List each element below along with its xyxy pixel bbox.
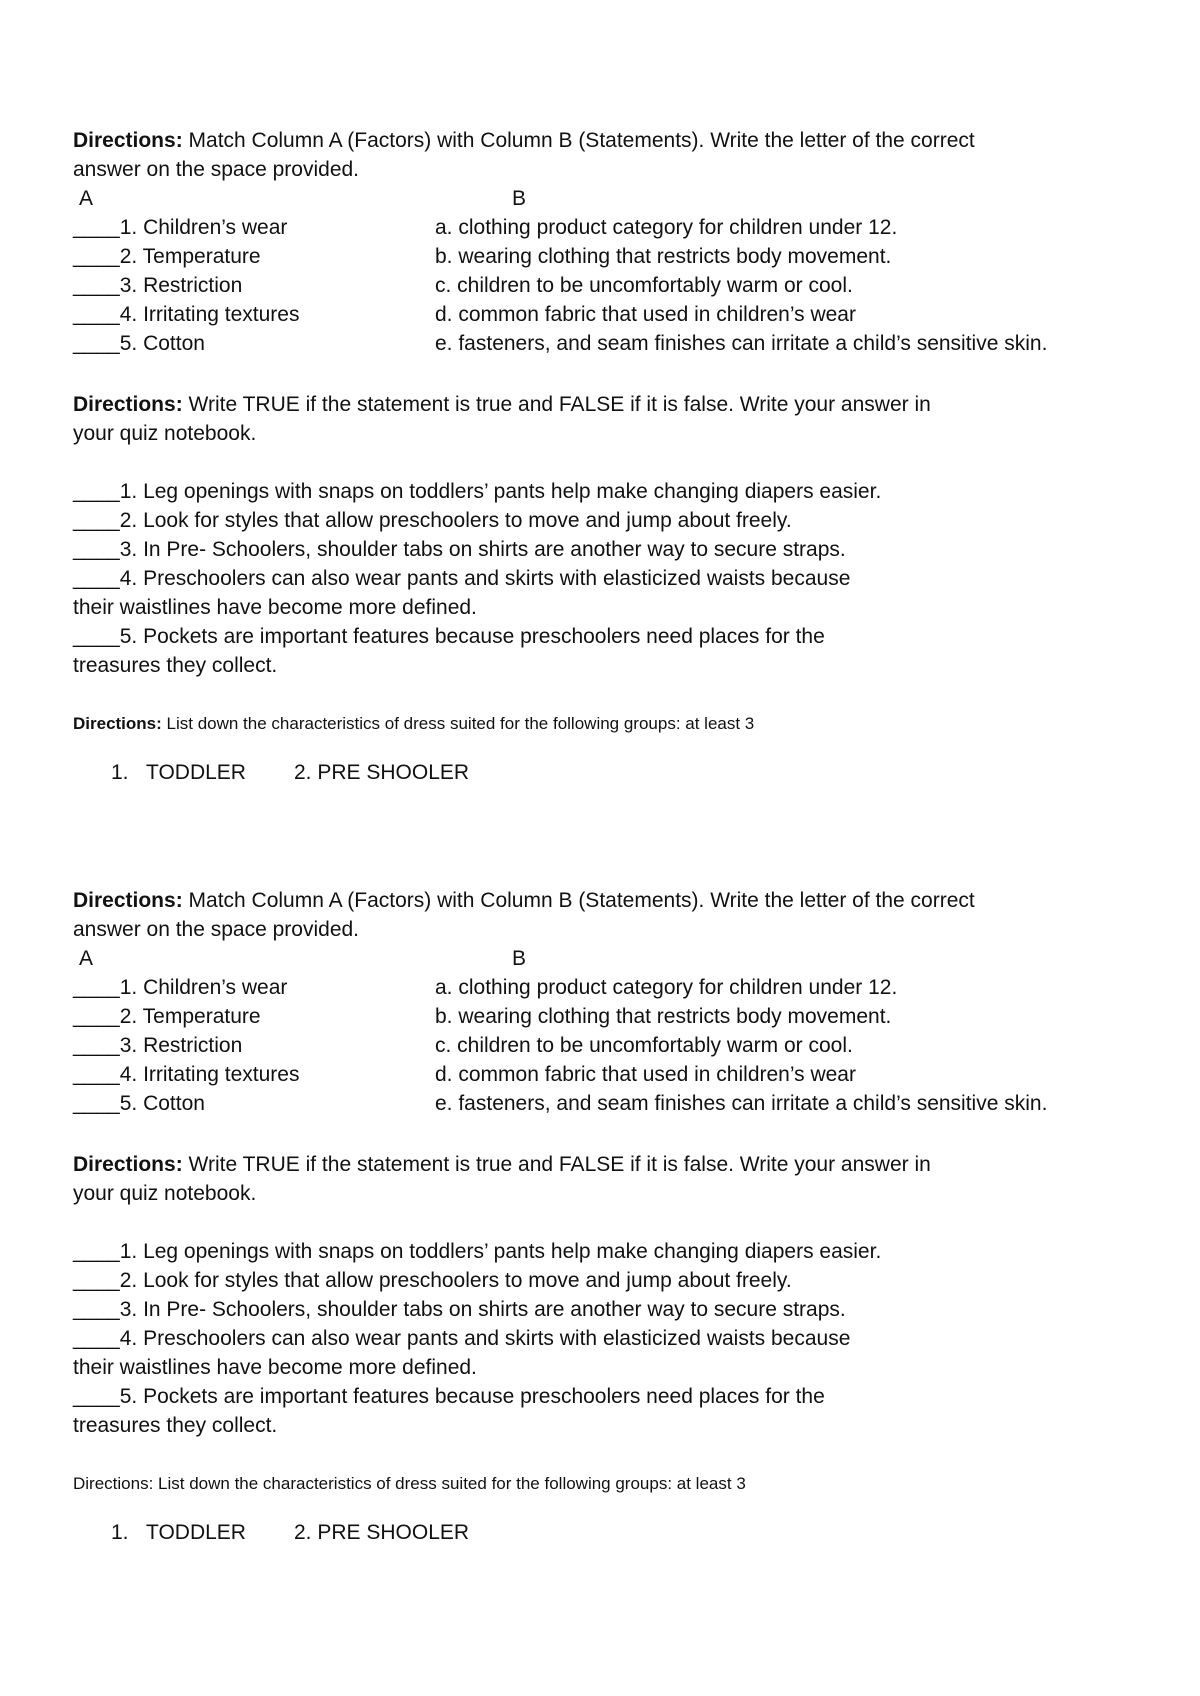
column-b-item: c. children to be uncomfortably warm or cool. xyxy=(435,274,853,297)
column-a-item: ____5. Cotton xyxy=(73,332,205,355)
truefalse-item: ____4. Preschoolers can also wear pants and skirts with elasticized waists because xyxy=(73,1327,851,1350)
list-directions: Directions: List down the characteristics of dress suited for the following groups: at least 3 xyxy=(73,1474,746,1493)
list-directions xyxy=(73,710,754,738)
truefalse-directions xyxy=(73,1151,931,1179)
truefalse-item-cont: their waistlines have become more defined. xyxy=(73,596,477,619)
directions-text-cont: answer on the space provided. xyxy=(73,158,360,181)
column-b-item: d. common fabric that used in children’s wear xyxy=(435,303,856,326)
list-number: 1. xyxy=(111,1521,129,1544)
truefalse-item: ____4. Preschoolers can also wear pants and skirts with elasticized waists because xyxy=(73,567,851,590)
directions-text-cont: your quiz notebook. xyxy=(73,1182,257,1205)
directions-text: Write TRUE if the statement is true and FALSE if it is false. Write your answer in xyxy=(182,393,931,416)
column-a-item: ____4. Irritating textures xyxy=(73,303,300,326)
truefalse-item-cont: treasures they collect. xyxy=(73,654,278,677)
column-b-item: d. common fabric that used in children’s wear xyxy=(435,1063,856,1086)
list-number: 1. xyxy=(111,761,129,784)
matching-directions xyxy=(73,887,975,915)
column-b-item: a. clothing product category for children under 12. xyxy=(435,216,898,239)
truefalse-item: ____5. Pockets are important features because preschoolers need places for the xyxy=(73,625,825,648)
truefalse-item: ____2. Look for styles that allow preschoolers to move and jump about freely. xyxy=(73,509,792,532)
list-item-toddler: TODDLER xyxy=(146,1521,246,1544)
truefalse-item-cont: their waistlines have become more defined. xyxy=(73,1356,477,1379)
column-a-item: ____2. Temperature xyxy=(73,1005,261,1028)
directions-text: Match Column A (Factors) with Column B (Statements). Write the letter of the correct xyxy=(182,129,975,152)
column-a-item: ____1. Children’s wear xyxy=(73,216,288,239)
directions-text: Write TRUE if the statement is true and FALSE if it is false. Write your answer in xyxy=(182,1153,931,1176)
matching-directions xyxy=(73,127,975,155)
list-item-preschooler: 2. PRE SHOOLER xyxy=(294,1521,470,1544)
column-b-item: e. fasteners, and seam finishes can irritate a child’s sensitive skin. xyxy=(435,1092,1048,1115)
column-b-item: e. fasteners, and seam finishes can irritate a child’s sensitive skin. xyxy=(435,332,1048,355)
directions-label: Directions: xyxy=(73,714,162,733)
truefalse-item: ____5. Pockets are important features because preschoolers need places for the xyxy=(73,1385,825,1408)
truefalse-item: ____1. Leg openings with snaps on toddlers’ pants help make changing diapers easier. xyxy=(73,1240,882,1263)
column-b-header: B xyxy=(512,947,527,970)
directions-text: List down the characteristics of dress suited for the following groups: at least 3 xyxy=(161,714,755,733)
column-b-item: c. children to be uncomfortably warm or cool. xyxy=(435,1034,853,1057)
column-a-header: A xyxy=(79,947,94,970)
directions-text-cont: answer on the space provided. xyxy=(73,918,360,941)
column-b-header: B xyxy=(512,187,527,210)
column-a-item: ____3. Restriction xyxy=(73,1034,243,1057)
column-a-item: ____3. Restriction xyxy=(73,274,243,297)
directions-label: Directions: xyxy=(73,889,183,912)
column-a-item: ____2. Temperature xyxy=(73,245,261,268)
truefalse-item: ____3. In Pre- Schoolers, shoulder tabs on shirts are another way to secure straps. xyxy=(73,538,846,561)
directions-label: Directions: xyxy=(73,393,183,416)
directions-text-cont: your quiz notebook. xyxy=(73,422,257,445)
list-item-preschooler: 2. PRE SHOOLER xyxy=(294,761,470,784)
column-a-header: A xyxy=(79,187,94,210)
directions-label: Directions: xyxy=(73,129,183,152)
column-a-item: ____4. Irritating textures xyxy=(73,1063,300,1086)
truefalse-directions xyxy=(73,391,931,419)
truefalse-item: ____3. In Pre- Schoolers, shoulder tabs on shirts are another way to secure straps. xyxy=(73,1298,846,1321)
column-b-item: b. wearing clothing that restricts body movement. xyxy=(435,1005,892,1028)
directions-label: Directions: xyxy=(73,1153,183,1176)
column-a-item: ____1. Children’s wear xyxy=(73,976,288,999)
truefalse-item: ____2. Look for styles that allow preschoolers to move and jump about freely. xyxy=(73,1269,792,1292)
directions-text: Match Column A (Factors) with Column B (Statements). Write the letter of the correct xyxy=(182,889,975,912)
truefalse-item: ____1. Leg openings with snaps on toddlers’ pants help make changing diapers easier. xyxy=(73,480,882,503)
list-item-toddler: TODDLER xyxy=(146,761,246,784)
truefalse-item-cont: treasures they collect. xyxy=(73,1414,278,1437)
column-a-item: ____5. Cotton xyxy=(73,1092,205,1115)
column-b-item: b. wearing clothing that restricts body movement. xyxy=(435,245,892,268)
column-b-item: a. clothing product category for children under 12. xyxy=(435,976,898,999)
